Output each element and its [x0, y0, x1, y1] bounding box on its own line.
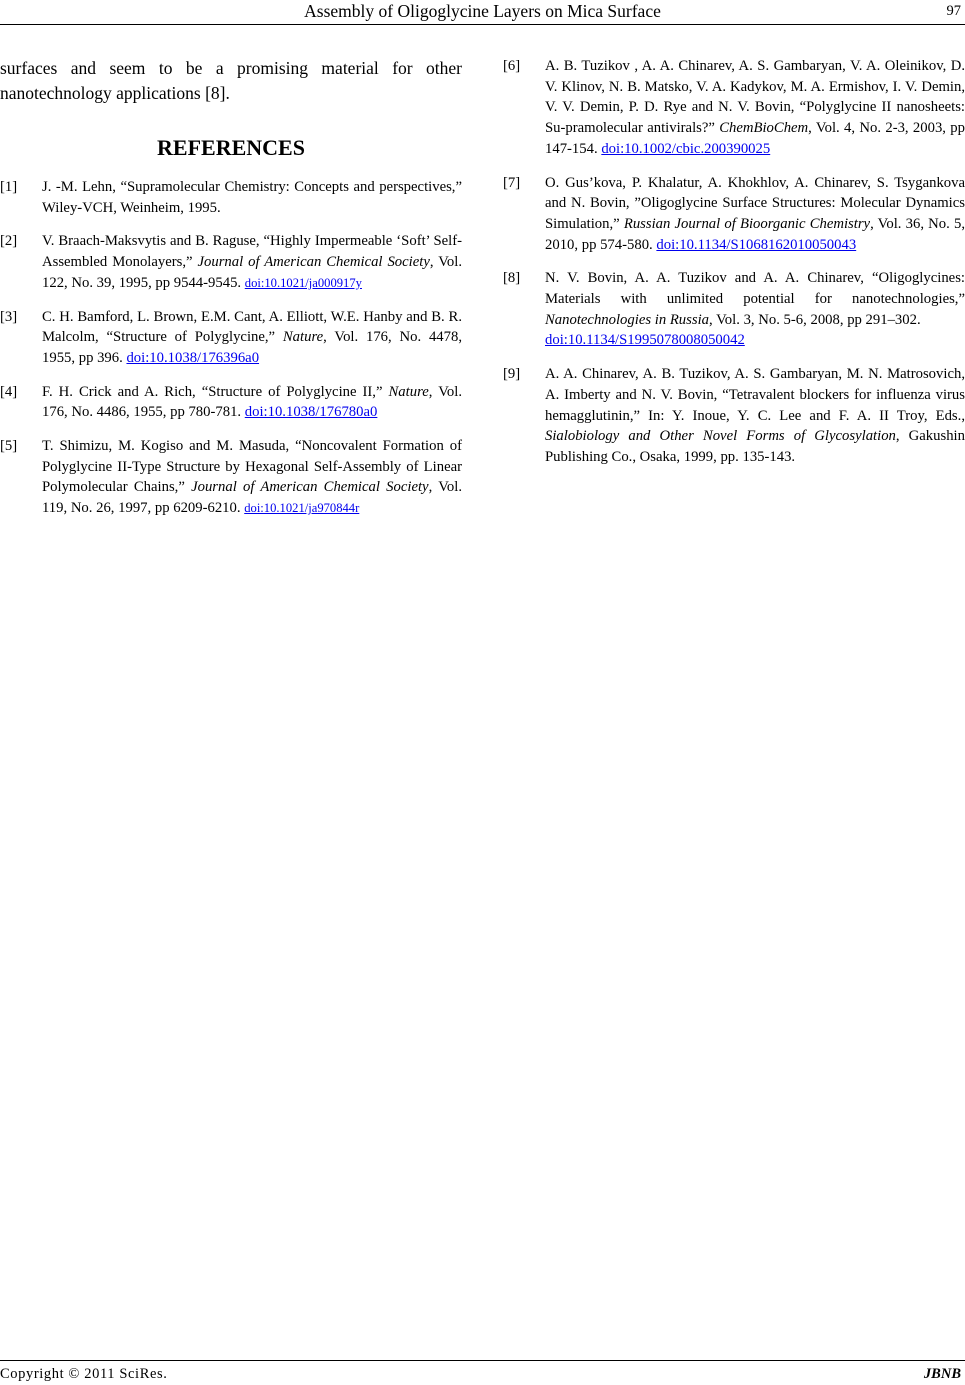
reference-text: F. H. Crick and A. Rich, “Structure of Polyglycine II,”: [42, 383, 389, 400]
reference-text: C. H. Bamford, L. Brown, E.M. Cant, A. Elliott, W.E. Hanby and B. R. Malcolm, “Structure of Polyglycine,”: [42, 308, 462, 346]
reference-details: , Vol. 3, No. 5-6, 2008, pp 291–302.: [709, 311, 921, 328]
reference-text: A. B. Tuzikov , A. A. Chinarev, A. S. Gambaryan, V. A. Oleinikov, D. V. Klinov, N. B. Matsko, V. A. Kadykov, M. A. Ermishov, I. V. Demin, V. V. Demin, P. D. Rye and N. V. Bovin, “Polyglycine II nanosheets: Su-pramolecular antivirals?”: [545, 58, 965, 137]
reference-item: [503, 56, 965, 160]
reference-journal: Russian Journal of Bioorganic Chemistry: [623, 215, 871, 232]
reference-text: J. -M. Lehn, “Supramolecular Chemistry: Concepts and perspectives,” Wiley-VCH, Weinheim, 1995.: [42, 179, 462, 216]
reference-item: [0, 382, 462, 423]
reference-journal: Nature: [282, 329, 324, 346]
reference-item: [0, 307, 462, 369]
reference-details: , Vol. 119, No. 26, 1997, pp 6209-6210.: [42, 479, 463, 517]
reference-number: [3]: [0, 308, 18, 325]
reference-text: V. Braach-Maksvytis and B. Raguse, “Highly Impermeable ‘Soft’ Self-Assembled Monolayers,”: [42, 233, 462, 271]
doi-link[interactable]: doi:10.1038/176396a0: [126, 349, 260, 366]
reference-number: [8]: [503, 270, 521, 287]
reference-details: , Vol. 176, No. 4486, 1955, pp 780-781.: [42, 383, 463, 421]
reference-item: [0, 231, 462, 293]
reference-details: , Gakushin Publishing Co., Osaka, 1999, pp. 135-143.: [545, 428, 965, 465]
doi-link[interactable]: doi:10.1002/cbic.200390025: [601, 140, 771, 157]
doi-link[interactable]: doi:10.1021/ja970844r: [244, 501, 360, 516]
reference-details: , Vol. 36, No. 5, 2010, pp 574-580.: [545, 215, 965, 253]
journal-abbreviation: JBNB: [923, 1366, 961, 1382]
reference-number: [5]: [0, 438, 18, 455]
reference-text: A. A. Chinarev, A. B. Tuzikov, A. S. Gambaryan, M. N. Matrosovich, A. Imberty and N. V. Bovin, “Tetravalent blockers for influenza virus hemagglutinin,” In: Y. Inoue, Y. C. Lee and F. A. II Troy, Eds.,: [545, 366, 965, 424]
reference-number: [6]: [503, 58, 521, 74]
reference-number: [4]: [0, 383, 18, 400]
reference-details: , Vol. 122, No. 39, 1995, pp 9544-9545.: [42, 254, 463, 291]
footer-divider: [0, 1360, 965, 1361]
reference-journal: Sialobiology and Other Novel Forms of Glycosylation: [545, 428, 896, 445]
doi-link[interactable]: doi:10.1134/S1995078008050042: [545, 332, 745, 349]
reference-journal: Nanotechnologies in Russia: [545, 311, 710, 328]
reference-number: [7]: [503, 174, 521, 191]
reference-item: [0, 177, 462, 218]
doi-link[interactable]: doi:10.1021/ja000917y: [244, 275, 362, 290]
reference-text: T. Shimizu, M. Kogiso and M. Masuda, “Noncovalent Formation of Polyglycine II-Type Structure by Hexagonal Self-Assembly of Linear Polymolecular Chains,”: [42, 438, 462, 496]
reference-item: [503, 364, 965, 468]
reference-journal: Journal of American Chemical Society: [197, 254, 430, 271]
reference-journal: ChemBioChem: [719, 120, 809, 137]
reference-details: , Vol. 4, No. 2-3, 2003, pp 147-154.: [545, 120, 965, 157]
reference-number: [9]: [503, 366, 521, 383]
page-number: 97: [946, 3, 961, 19]
reference-journal: Journal of American Chemical Society: [191, 479, 429, 496]
reference-text: O. Gus’kova, P. Khalatur, A. Khokhlov, A. Chinarev, S. Tsygankova and N. Bovin, ”Oligoglycine Surface Structures: Molecular Dynamics Simulation,”: [545, 174, 965, 232]
reference-item: [503, 268, 965, 351]
running-header-title: Assembly of Oligoglycine Layers on Mica Surface: [304, 1, 661, 21]
reference-journal: Nature: [388, 383, 429, 400]
reference-number: [1]: [0, 179, 18, 195]
references-heading: REFERENCES: [157, 135, 305, 160]
reference-number: [2]: [0, 233, 18, 250]
reference-item: [0, 436, 462, 519]
left-column: [0, 56, 462, 532]
reference-details: , Vol. 176, No. 4478, 1955, pp 396.: [42, 329, 462, 366]
copyright-notice: Copyright © 2011 SciRes.: [0, 1366, 168, 1382]
header-divider: [0, 24, 965, 25]
reference-text: N. V. Bovin, A. A. Tuzikov and A. A. Chinarev, “Oligoglycines: Materials with unlimited potential for nanotechnologies,”: [545, 270, 965, 308]
doi-link[interactable]: doi:10.1134/S1068162010050043: [656, 236, 857, 253]
intro-paragraph: surfaces and seem to be a promising material for other nanotechnology applications [8].: [0, 58, 462, 103]
right-column: [503, 56, 965, 481]
doi-link[interactable]: doi:10.1038/176780a0: [244, 404, 378, 421]
reference-item: [503, 173, 965, 256]
